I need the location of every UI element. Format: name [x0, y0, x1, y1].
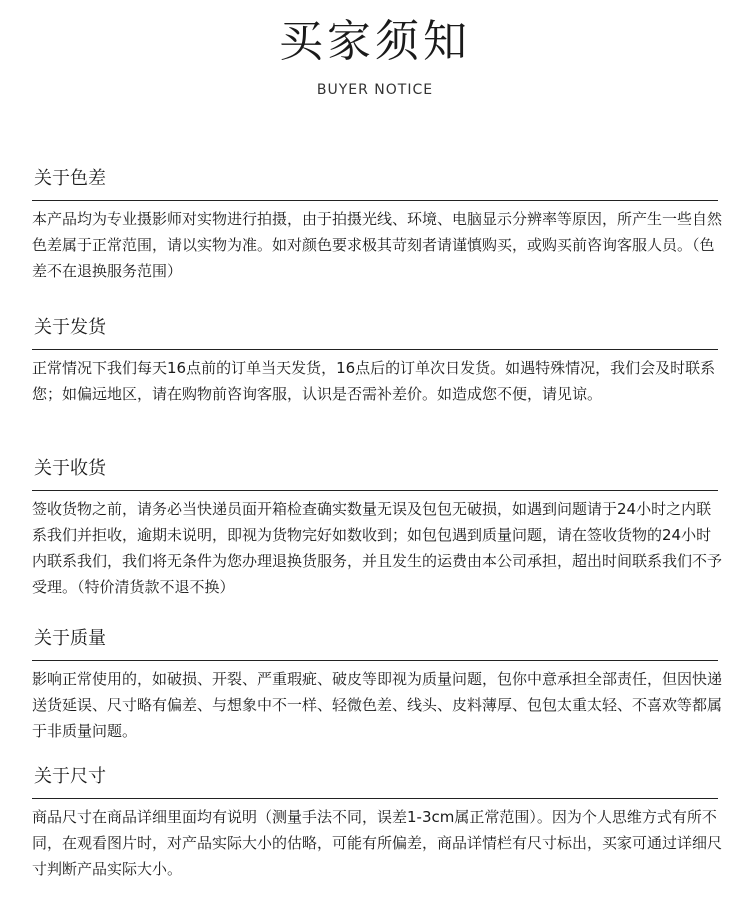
- section-body: 商品尺寸在商品详细里面均有说明（测量手法不同，误差1-3cm属正常范围）。因为个人思维方式有所不同，在观看图片时，对产品实际大小的估略，可能有所偏差，商品详情栏有尺寸标出，买家可通过详细尺寸判断产品实际大小。: [32, 808, 723, 878]
- section-body: 签收货物之前，请务必当快递员面开箱检查确实数量无误及包包无破损，如遇到问题请于24小时之内联系我们并拒收，逾期未说明，即视为货物完好如数收到；如包包遇到质量问题，请在签收货物的24小时内联系我们，我们将无条件为您办理退换货服务，并且发生的运费由本公司承担，超出时间联系我们不予受理。（特价清货款不退不换）: [32, 500, 723, 596]
- section-title: 关于质量: [34, 628, 106, 649]
- section-shipping: [32, 316, 722, 407]
- section-body: 影响正常使用的，如破损、开裂、严重瑕疵、破皮等即视为质量问题，包你中意承担全部责任，但因快递送货延误、尺寸略有偏差、与想象中不一样、轻微色差、线头、皮料薄厚、包包太重太轻、不喜欢等都属于非质量问题。: [32, 670, 723, 740]
- section-title: 关于色差: [34, 168, 106, 189]
- section-title: 关于尺寸: [34, 766, 106, 787]
- section-size: [32, 765, 722, 882]
- section-body: 本产品均为专业摄影师对实物进行拍摄，由于拍摄光线、环境、电脑显示分辨率等原因，所产生一些自然色差属于正常范围，请以实物为准。如对颜色要求极其苛刻者请谨慎购买，或购买前咨询客服人员。（色差不在退换服务范围）: [32, 210, 723, 280]
- page-subtitle: BUYER NOTICE: [316, 82, 434, 98]
- section-title: 关于收货: [34, 458, 106, 479]
- section-receiving: [32, 457, 722, 600]
- page-title: 买家须知: [279, 16, 471, 67]
- section-color-difference: [32, 167, 722, 284]
- section-body: 正常情况下我们每天16点前的订单当天发货，16点后的订单次日发货。如遇特殊情况，我们会及时联系您；如偏远地区，请在购物前咨询客服，认识是否需补差价。如造成您不便，请见谅。: [32, 359, 716, 403]
- section-title: 关于发货: [34, 317, 106, 338]
- section-quality: [32, 627, 722, 744]
